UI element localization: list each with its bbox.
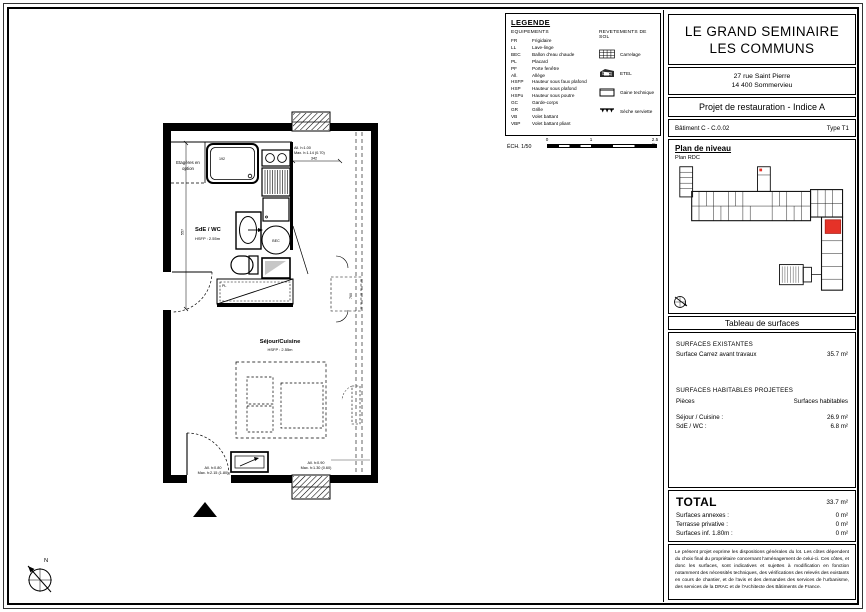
right-annotations bbox=[331, 132, 370, 474]
site-plan-map bbox=[671, 164, 855, 292]
toilet bbox=[231, 256, 258, 274]
legend-row: HSP Hauteur sous plafond bbox=[511, 86, 577, 92]
room1-label: SdE / WC bbox=[195, 227, 221, 233]
room2-label: Séjour/Cuisine bbox=[259, 339, 301, 345]
level-plan-title: Plan de niveau bbox=[675, 144, 732, 153]
shelves-note bbox=[176, 160, 200, 171]
cooktop bbox=[262, 150, 290, 166]
annex-row: Surfaces inf. 1.80m : 0 m² bbox=[676, 530, 848, 537]
total-box bbox=[668, 490, 856, 542]
closet-pl bbox=[217, 279, 293, 304]
annex-row: Surfaces annexes : 0 m² bbox=[676, 512, 848, 519]
note-shelves-line2: option bbox=[182, 166, 194, 171]
legend-title: LEGENDE bbox=[511, 18, 551, 27]
scale-bar-graphic bbox=[547, 144, 657, 148]
address-line1: 27 rue Saint Pierre bbox=[733, 73, 791, 80]
seche-serviette-icon bbox=[599, 106, 615, 116]
win-top-note1: All. h:1.00 bbox=[294, 146, 311, 150]
room1-height: HSFP : 2.55m bbox=[195, 236, 221, 241]
legend-row: GR Grille bbox=[511, 107, 543, 113]
level-plan-subtitle: Plan RDC bbox=[675, 155, 700, 161]
legend-row: HSFP Hauteur sous faux plafond bbox=[511, 79, 587, 85]
scale-bar bbox=[505, 136, 661, 154]
carrelage-icon bbox=[599, 49, 615, 59]
existing-surfaces-title: SURFACES EXISTANTES bbox=[676, 341, 753, 348]
total-label: TOTAL bbox=[676, 495, 717, 509]
shower-tray bbox=[207, 144, 258, 183]
dim-557: 557 bbox=[180, 228, 185, 236]
project-subtitle-box bbox=[668, 97, 856, 117]
surface-row: Séjour / Cuisine : 26.9 m² bbox=[676, 414, 848, 421]
legend-row: LL Lave-linge bbox=[511, 44, 554, 50]
note-shelves-line1: Etagères en bbox=[176, 160, 200, 165]
vent-box bbox=[231, 452, 268, 472]
legend-box bbox=[505, 13, 661, 136]
kitchen-column bbox=[262, 150, 290, 278]
washbasin bbox=[236, 212, 263, 249]
scale-label: ÉCH. 1/50 bbox=[507, 144, 532, 150]
address-box bbox=[668, 67, 856, 95]
disclaimer-box bbox=[668, 544, 856, 600]
win-bottom-note2: Max. h:1.30 (0.60) bbox=[300, 466, 332, 470]
fridge bbox=[263, 198, 289, 221]
etel-icon bbox=[599, 68, 615, 78]
dim-342: 342 bbox=[310, 156, 318, 161]
level-plan-box bbox=[668, 139, 856, 314]
address-line2: 14 400 Sommervieu bbox=[731, 82, 793, 89]
reference-box bbox=[668, 119, 856, 137]
project-title-line1: LE GRAND SEMINAIRE bbox=[684, 23, 840, 39]
shower-dim: 192 bbox=[219, 157, 225, 161]
door-left-note2: Max. h:2.15 (1.80) bbox=[197, 471, 229, 475]
mini-compass-icon bbox=[672, 293, 694, 311]
flooring-header: REVETEMENTS DE SOL bbox=[599, 30, 647, 40]
existing-surfaces-row: Surface Carrez avant travaux 35.7 m² bbox=[676, 351, 848, 358]
total-value: 33.7 m² bbox=[826, 499, 848, 506]
project-title-line2: LES COMMUNS bbox=[709, 40, 815, 56]
project-title-box bbox=[668, 14, 856, 65]
unit-type: Type T1 bbox=[826, 124, 849, 132]
bec-label: BEC bbox=[272, 239, 280, 243]
furniture-dashed bbox=[236, 362, 326, 438]
annex-row: Terrasse privative : 0 m² bbox=[676, 521, 848, 528]
disclaimer-text: Le présent projet exprime les dispositions générales du lot. Les côtes dépendent du choix final du propriétaire concernant l'aménagement de celui-ci. Ces côtes, et donc les surfaces, sont indicatives et sujettes à modification en fonction notamment des nécessités techniques, des vérifications des relevés des existants en cours de chantier, et de l'avis et des demandes des services de l'urbanisme, des services de la DRAC et de l'Architecte des Bâtiments de France. bbox=[675, 550, 849, 591]
win-bottom-note1: All. h:0.90 bbox=[307, 461, 325, 465]
legend-row: HSPo Hauteur sous poutre bbox=[511, 93, 575, 99]
compass-rose bbox=[28, 558, 52, 592]
project-subtitle: Projet de restauration - Indice A bbox=[698, 102, 826, 112]
window-bottom bbox=[292, 475, 330, 499]
legend-row: GC Garde-corps bbox=[511, 100, 559, 106]
window-top bbox=[292, 112, 330, 131]
scale-tick-2: 2.5 m bbox=[651, 137, 659, 147]
legend-row: VBP Volet battant pliant bbox=[511, 120, 571, 126]
legend-row: VB Volet battant bbox=[511, 113, 559, 119]
site-red-marker bbox=[759, 169, 762, 172]
legend-row: PL Placard bbox=[511, 58, 548, 64]
legend-flooring-column bbox=[599, 30, 655, 128]
scale-tick-1: 1 bbox=[589, 137, 593, 142]
entrance-triangle bbox=[193, 502, 217, 517]
highlighted-unit bbox=[825, 220, 841, 234]
dim-760: 760 bbox=[349, 293, 353, 299]
title-block-panel bbox=[668, 14, 856, 602]
building-ref: Bâtiment C - C.0.02 bbox=[675, 124, 730, 132]
legend-equipment-column bbox=[511, 30, 599, 128]
surfaces-columns-row: Pièces Surfaces habitables bbox=[676, 398, 848, 405]
room2-height: HSFP : 2.55m bbox=[267, 347, 293, 352]
tech-tray bbox=[262, 258, 290, 278]
entry-door bbox=[172, 272, 212, 312]
north-label: N bbox=[44, 558, 49, 564]
water-heater bbox=[262, 226, 290, 254]
projected-surfaces-title: SURFACES HABITABLES PROJETEES bbox=[676, 387, 794, 394]
scale-tick-0: 0 bbox=[545, 137, 549, 142]
legend-row: PF Porte fenêtre bbox=[511, 65, 560, 71]
legend-row: BEC Ballon d'eau chaude bbox=[511, 51, 575, 57]
surface-row: SdE / WC : 6.8 m² bbox=[676, 423, 848, 430]
legend-row: Carrelage bbox=[599, 49, 655, 59]
pl-label: PL bbox=[222, 284, 227, 288]
legend-row: All. Allège bbox=[511, 72, 546, 78]
equipment-header: EQUIPEMENTS bbox=[511, 30, 549, 35]
legend-row: ETEL bbox=[599, 68, 655, 78]
surfaces-table-header: Tableau de surfaces bbox=[668, 316, 856, 330]
room-labels bbox=[195, 227, 301, 352]
door-left-note1: All. h:0.80 bbox=[204, 466, 222, 470]
legend-row: Gaine technique bbox=[599, 87, 655, 97]
legend-row: Sèche serviette bbox=[599, 106, 655, 116]
surfaces-box bbox=[668, 332, 856, 488]
win-top-note2: Max. h:1.14 (0.70) bbox=[294, 151, 325, 155]
legend-row: FR Frigidaire bbox=[511, 38, 552, 43]
draining-rack bbox=[262, 168, 290, 196]
gaine-technique-icon bbox=[599, 87, 615, 97]
dimensions bbox=[181, 141, 343, 475]
